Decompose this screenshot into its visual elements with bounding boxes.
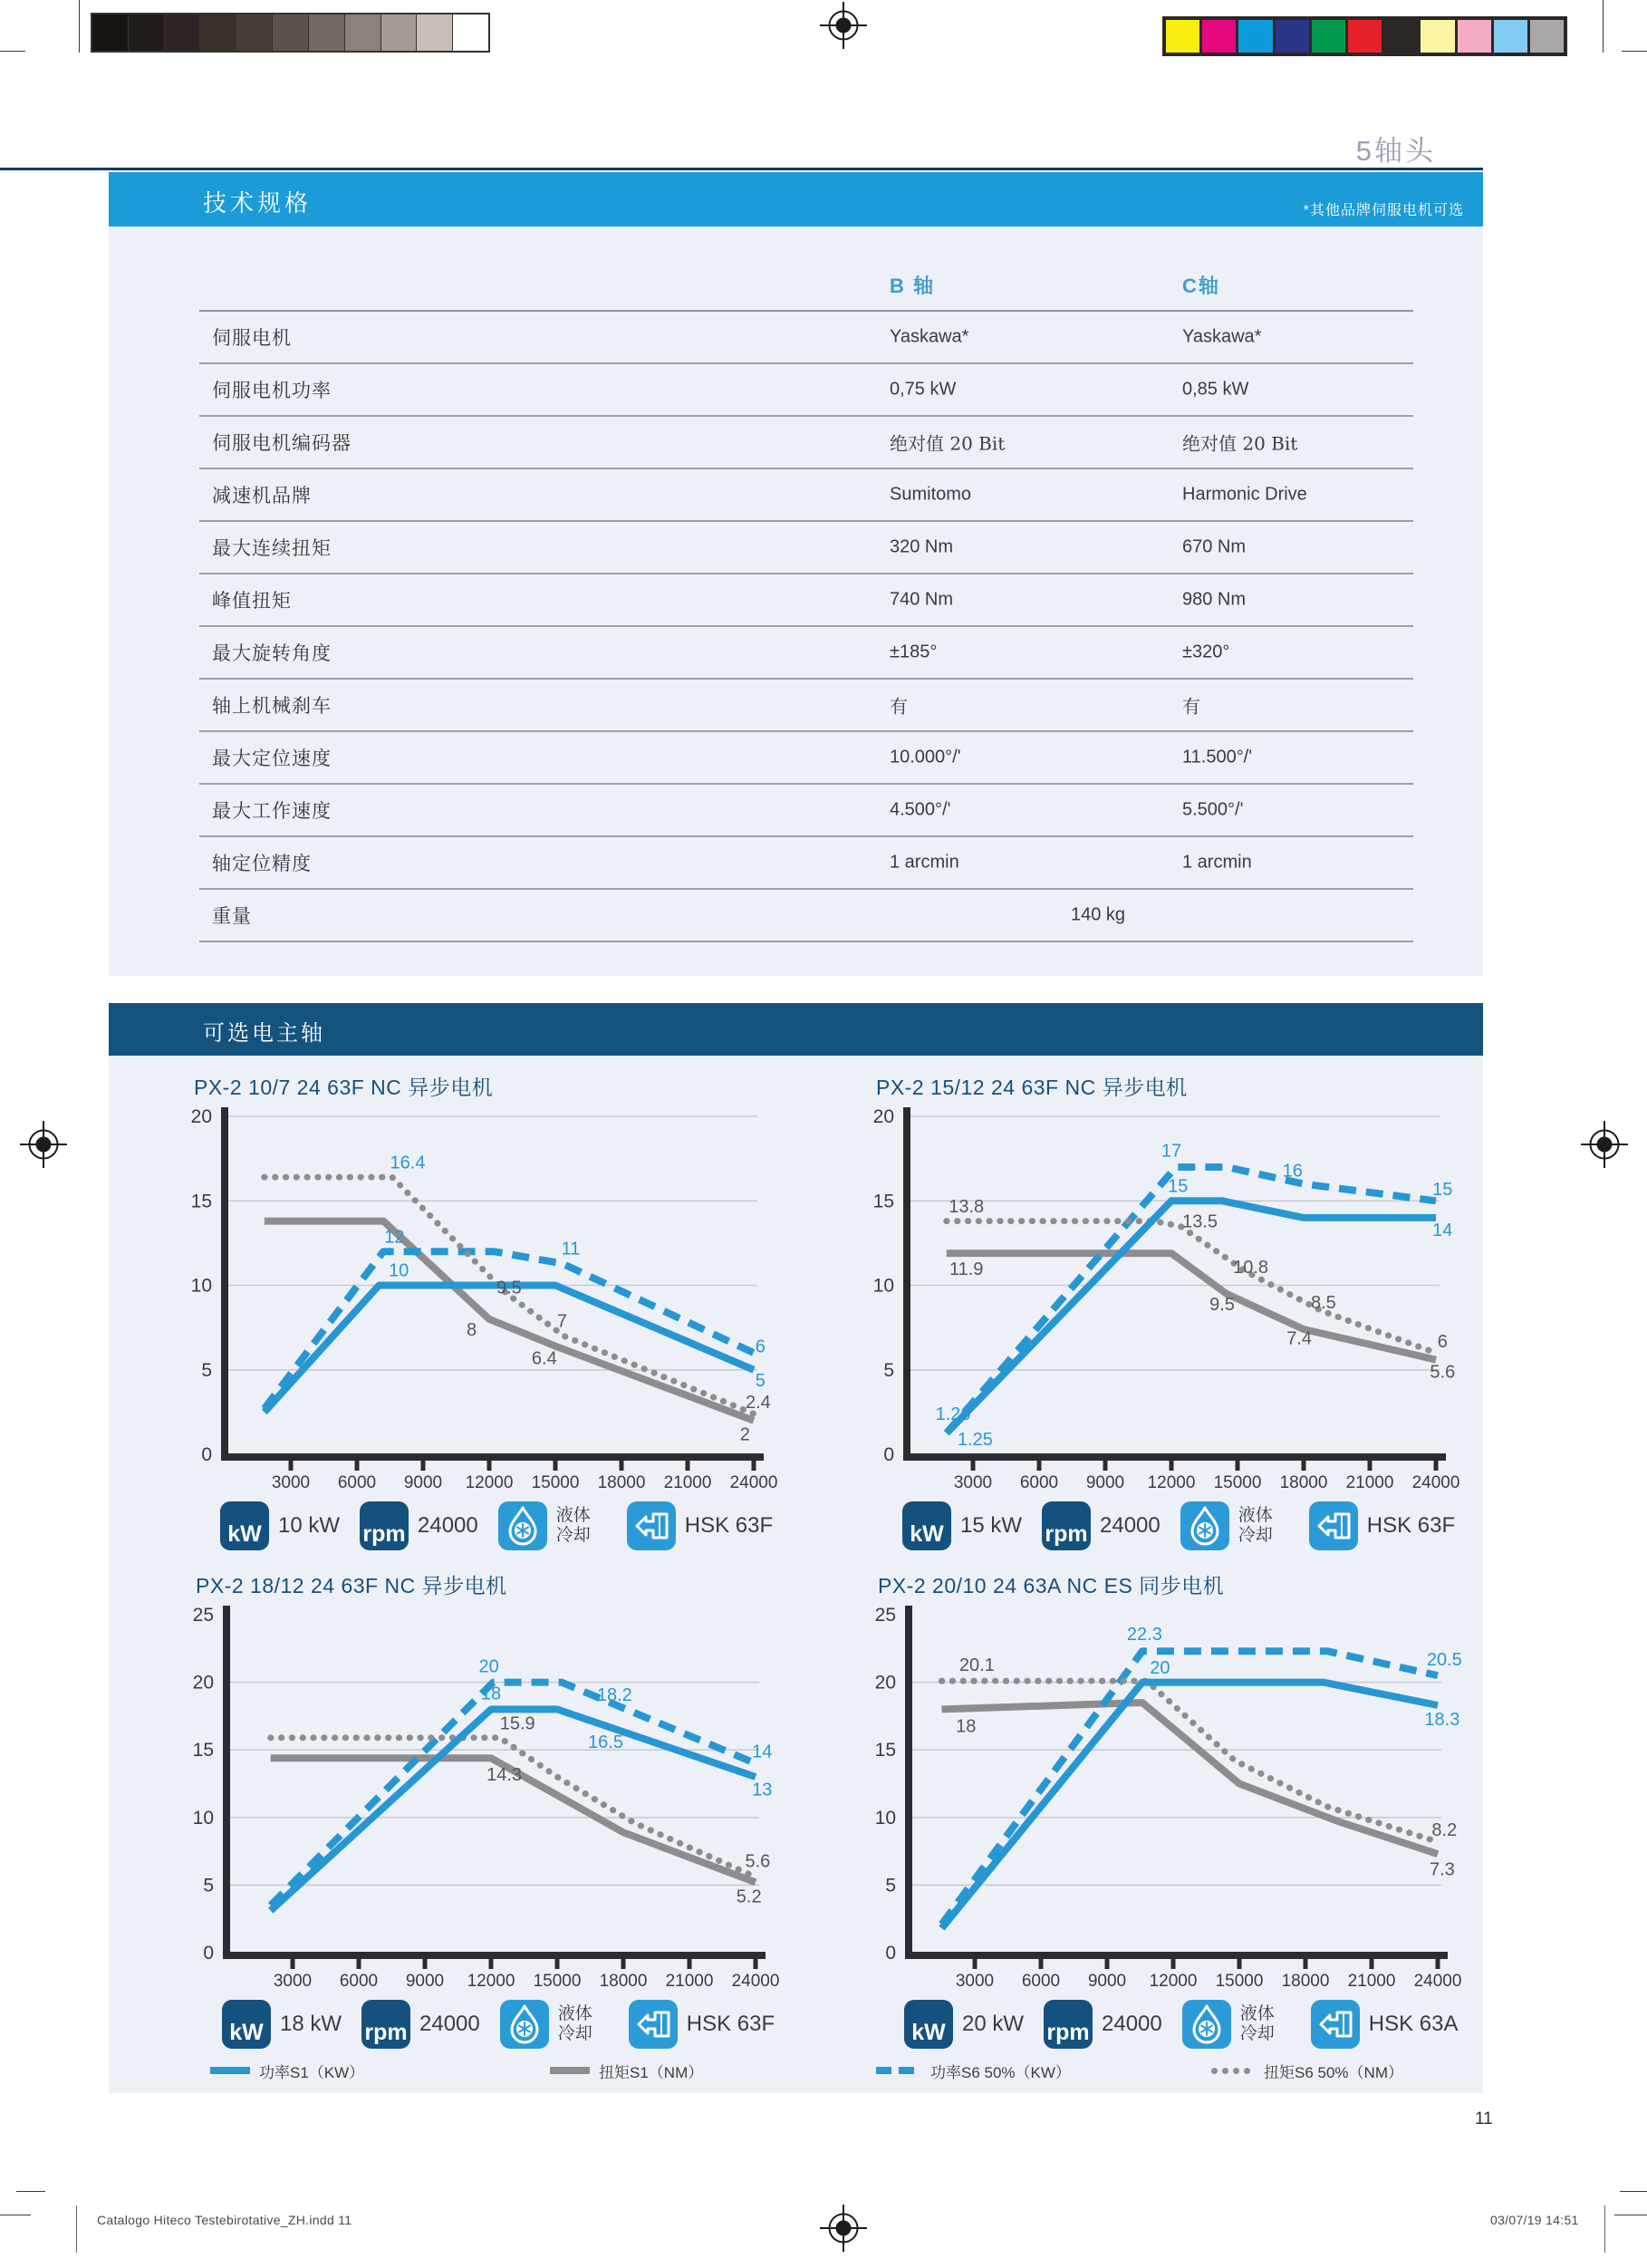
y-tick-label: 15	[872, 1191, 894, 1212]
crop-mark	[1603, 0, 1604, 53]
y-tick-label: 0	[883, 1444, 894, 1465]
cooling-label-line: 液体	[555, 1506, 591, 1525]
table-row	[199, 785, 1413, 837]
chart-2	[851, 1071, 1485, 1551]
chart-plot	[170, 1597, 804, 1995]
x-tick-label: 12000	[467, 1972, 515, 1991]
data-label: 15	[1432, 1180, 1453, 1201]
cooling-label-line: 冷却	[1238, 1526, 1273, 1545]
row-value-c: Harmonic Drive	[1182, 484, 1307, 505]
x-tick-label: 9000	[1087, 1972, 1127, 1991]
spindle-max-rpm-value: 24000	[1100, 1513, 1161, 1538]
cooling-label-line: 冷却	[557, 2024, 592, 2043]
registration-mark	[819, 1, 868, 50]
x-tick-label: 24000	[731, 1972, 780, 1991]
data-label: 5.2	[736, 1887, 762, 1907]
x-tick-label: 3000	[953, 1473, 993, 1492]
data-label: 20.1	[958, 1655, 995, 1676]
cooling-label-line: 液体	[1239, 2004, 1275, 2023]
row-value-c: 980 Nm	[1182, 589, 1247, 610]
spec-table-header	[199, 227, 1413, 312]
row-label: 伺服电机	[212, 328, 292, 349]
kw-badge-icon: kW	[222, 2000, 271, 2049]
table-row	[199, 312, 1413, 364]
chart-1	[169, 1071, 803, 1551]
table-row	[199, 837, 1413, 890]
x-tick-label: 18000	[1281, 1972, 1330, 1991]
data-label: 18	[480, 1684, 502, 1704]
row-label: 伺服电机功率	[212, 381, 332, 401]
data-label: 13.8	[949, 1196, 985, 1217]
spindle-power-value: 10 kW	[278, 1513, 341, 1538]
data-label: 6	[1437, 1332, 1448, 1352]
data-label: 11	[561, 1239, 581, 1259]
legend-swatch-gray-dotted	[1211, 2068, 1255, 2074]
data-label: 17	[1161, 1141, 1182, 1162]
footer-filename: Catalogo Hiteco Testebirotative_ZH.indd 11	[97, 2213, 352, 2227]
x-tick-label: 15000	[1213, 1473, 1262, 1492]
table-row	[199, 627, 1413, 680]
data-label: 2	[739, 1424, 750, 1445]
color-swatch	[1458, 20, 1491, 53]
spec-section-title: 技术规格	[203, 189, 313, 217]
data-label: 14	[1432, 1221, 1453, 1240]
row-value-c: 有	[1182, 697, 1200, 718]
x-tick-label: 6000	[1019, 1473, 1059, 1492]
x-tick-label: 15000	[533, 1972, 582, 1991]
chart-plot	[851, 1098, 1485, 1497]
legend-label: 扭矩S1（NM）	[599, 2063, 704, 2081]
row-value-span: 140 kg	[1070, 904, 1126, 925]
data-label: 16.5	[588, 1732, 623, 1753]
spindle-max-rpm-value: 24000	[1102, 2012, 1162, 2036]
row-value-b: 320 Nm	[890, 536, 954, 557]
x-tick-label: 21000	[663, 1473, 712, 1492]
data-label: 9.5	[496, 1278, 522, 1298]
data-label: 6.4	[531, 1348, 557, 1369]
color-swatch	[1276, 20, 1309, 53]
grayscale-swatch	[165, 14, 200, 51]
row-value-c: 11.500°/'	[1182, 747, 1253, 767]
chart-title: PX-2 20/10 24 63A NC ES 同步电机	[878, 1574, 1225, 1597]
liquid-cooling-icon	[1182, 2000, 1231, 2049]
tool-holder-icon	[629, 2000, 678, 2049]
y-tick-label: 10	[190, 1275, 212, 1297]
row-value-c: 670 Nm	[1182, 536, 1247, 557]
data-label: 22.3	[1126, 1624, 1162, 1645]
row-label: 轴定位精度	[212, 854, 312, 874]
spec-section-bar	[109, 172, 1483, 227]
x-tick-label: 24000	[1411, 1473, 1460, 1492]
rpm-badge-icon: rpm	[1042, 1501, 1091, 1550]
y-tick-label: 0	[201, 1444, 212, 1465]
chart-4	[852, 1569, 1487, 2050]
legend-swatch-blue-solid	[210, 2067, 250, 2074]
cooling-label-line: 冷却	[1239, 2024, 1275, 2043]
row-value-c: Yaskawa*	[1182, 326, 1262, 347]
y-tick-label: 20	[872, 1106, 894, 1127]
row-label: 轴上机械刹车	[212, 696, 332, 717]
color-swatch	[1530, 20, 1564, 53]
legend-item	[210, 2059, 364, 2082]
row-label: 减速机品牌	[212, 486, 312, 507]
crop-mark	[1604, 2205, 1605, 2253]
data-label: 20	[478, 1656, 499, 1677]
cooling-label-line: 液体	[557, 2004, 592, 2023]
spec-table	[199, 227, 1413, 942]
spindle-badges	[902, 1501, 1485, 1551]
x-tick-label: 24000	[729, 1473, 778, 1492]
tool-holder-label: HSK 63F	[684, 1513, 774, 1538]
registration-mark	[19, 1120, 68, 1169]
row-label: 伺服电机编码器	[212, 433, 352, 454]
grayscale-swatch	[236, 14, 272, 51]
y-tick-label: 15	[192, 1740, 214, 1761]
legend-item	[1211, 2059, 1403, 2082]
cooling-label	[1238, 1506, 1273, 1546]
grayscale-swatch	[129, 14, 164, 51]
grayscale-swatch	[417, 14, 452, 51]
y-tick-label: 15	[190, 1191, 212, 1212]
x-tick-label: 6000	[337, 1473, 377, 1492]
data-label: 15	[1168, 1176, 1189, 1197]
y-tick-label: 5	[201, 1359, 212, 1381]
grayscale-swatch	[381, 14, 417, 51]
chart-title: PX-2 15/12 24 63F NC 异步电机	[876, 1076, 1188, 1099]
grayscale-swatch	[309, 14, 344, 51]
data-label: 7	[556, 1311, 567, 1332]
table-row	[199, 732, 1413, 785]
crop-mark	[1620, 2191, 1647, 2192]
x-tick-label: 24000	[1413, 1972, 1462, 1991]
page-title: 5轴头	[1355, 135, 1436, 167]
data-label: 5.6	[1430, 1362, 1456, 1383]
grayscale-swatch	[273, 14, 308, 51]
liquid-cooling-icon	[1180, 1501, 1229, 1550]
row-value-b: 0,75 kW	[890, 379, 957, 400]
table-row	[199, 417, 1413, 469]
x-tick-label: 3000	[955, 1972, 995, 1991]
crop-mark	[1622, 51, 1647, 52]
row-value-b: 10.000°/'	[890, 747, 961, 767]
spindle-section-title: 可选电主轴	[203, 1021, 325, 1046]
cooling-label	[1240, 2004, 1275, 2044]
data-label: 11.9	[949, 1259, 984, 1279]
y-tick-label: 0	[203, 1943, 214, 1964]
data-label: 7.3	[1429, 1859, 1455, 1880]
row-label: 最大旋转角度	[212, 643, 332, 664]
data-label: 10.8	[1233, 1258, 1269, 1278]
spindle-power-value: 20 kW	[962, 2012, 1025, 2036]
spindle-power-value: 15 kW	[960, 1513, 1023, 1538]
rpm-badge-icon: rpm	[361, 2000, 410, 2049]
spec-table-body	[199, 312, 1413, 942]
x-tick-label: 9000	[403, 1473, 443, 1492]
row-label: 重量	[212, 906, 252, 927]
x-tick-label: 18000	[597, 1473, 646, 1492]
liquid-cooling-icon	[498, 1501, 547, 1550]
x-tick-label: 21000	[1345, 1473, 1394, 1492]
data-label: 1.26	[935, 1404, 971, 1425]
spindle-max-rpm-value: 24000	[419, 2012, 480, 2036]
crop-mark	[16, 2191, 45, 2192]
legend-label: 功率S6 50%（KW）	[930, 2063, 1071, 2081]
legend-label: 功率S1（KW）	[259, 2063, 365, 2081]
data-label: 16.4	[390, 1153, 426, 1173]
x-tick-label: 15000	[1215, 1972, 1264, 1991]
spindle-section-bar	[109, 1003, 1483, 1056]
data-label: 20.5	[1426, 1650, 1462, 1671]
data-label: 9.5	[1209, 1295, 1235, 1315]
table-row	[199, 680, 1413, 732]
row-value-b: 4.500°/'	[890, 799, 951, 820]
table-row	[199, 469, 1413, 522]
x-tick-label: 3000	[273, 1972, 313, 1991]
y-tick-label: 15	[874, 1740, 896, 1761]
chart-title: PX-2 18/12 24 63F NC 异步电机	[196, 1574, 507, 1597]
tool-holder-label: HSK 63A	[1368, 2012, 1459, 2036]
data-label: 14.3	[486, 1765, 523, 1786]
data-label: 5.6	[745, 1851, 771, 1872]
row-value-b: 1 arcmin	[890, 852, 959, 873]
spindle-badges	[904, 1999, 1487, 2050]
row-value-c: ±320°	[1182, 642, 1230, 662]
data-label: 15.9	[499, 1713, 535, 1734]
x-tick-label: 18000	[599, 1972, 648, 1991]
row-value-b: Yaskawa*	[890, 326, 969, 347]
y-tick-label: 20	[874, 1672, 896, 1694]
rpm-badge-icon: rpm	[1044, 2000, 1093, 2049]
x-tick-label: 3000	[271, 1473, 311, 1492]
color-swatch	[1166, 20, 1199, 53]
data-label: 18.2	[596, 1685, 632, 1705]
color-swatch	[1494, 20, 1527, 53]
data-label: 1.25	[957, 1430, 993, 1451]
x-tick-label: 21000	[1347, 1972, 1396, 1991]
row-value-c: 绝对值 20 Bit	[1182, 432, 1298, 455]
grayscale-swatch	[200, 14, 236, 51]
row-value-b: 绝对值 20 Bit	[890, 432, 1006, 455]
data-label: 16	[1282, 1161, 1303, 1182]
y-tick-label: 10	[872, 1275, 894, 1297]
data-label: 8.5	[1310, 1293, 1336, 1314]
data-label: 14	[752, 1742, 773, 1762]
kw-badge-icon: kW	[220, 1501, 269, 1550]
color-calibration-bar	[1162, 16, 1567, 56]
data-label: 8	[466, 1320, 477, 1340]
cooling-label	[556, 1506, 591, 1546]
y-tick-label: 10	[874, 1807, 896, 1829]
y-tick-label: 5	[883, 1359, 894, 1381]
registration-mark	[819, 2204, 868, 2253]
cooling-label-line: 冷却	[555, 1526, 591, 1545]
registration-mark	[1580, 1120, 1629, 1169]
rpm-badge-icon: rpm	[360, 1501, 409, 1550]
table-row	[199, 574, 1413, 627]
color-swatch	[1421, 20, 1454, 53]
grayscale-swatch	[92, 14, 128, 51]
data-label: 20	[1150, 1658, 1170, 1679]
y-tick-label: 10	[192, 1807, 214, 1829]
row-value-b: Sumitomo	[890, 484, 972, 505]
kw-badge-icon: kW	[904, 2000, 953, 2049]
row-label: 最大定位速度	[212, 748, 332, 769]
y-tick-label: 25	[874, 1605, 896, 1626]
y-tick-label: 20	[190, 1106, 212, 1127]
row-label: 最大工作速度	[212, 801, 332, 822]
cooling-label	[558, 2004, 592, 2044]
grayscale-calibration-bar	[91, 13, 490, 53]
page-number: 11	[1475, 2109, 1493, 2128]
grayscale-swatch	[453, 14, 488, 51]
data-label: 12	[384, 1227, 405, 1248]
row-label: 峰值扭矩	[212, 591, 292, 612]
x-tick-label: 6000	[1021, 1972, 1061, 1991]
color-swatch	[1202, 20, 1236, 53]
series-torque_s1	[942, 1703, 1439, 1854]
crop-mark	[76, 2205, 77, 2253]
data-label: 2.4	[745, 1393, 771, 1414]
y-tick-label: 25	[192, 1605, 214, 1626]
spindle-power-value: 18 kW	[280, 2012, 342, 2036]
chart-plot	[852, 1597, 1487, 1995]
legend-label: 扭矩S6 50%（NM）	[1264, 2063, 1403, 2081]
crop-mark	[0, 51, 25, 52]
spindle-max-rpm-value: 24000	[418, 1513, 478, 1538]
data-label: 6	[755, 1337, 766, 1357]
spindle-badges	[222, 1999, 804, 2050]
footer-timestamp: 03/07/19 14:51	[1490, 2213, 1579, 2227]
y-tick-label: 0	[885, 1943, 896, 1964]
row-value-b: 740 Nm	[890, 589, 954, 610]
column-header-b-axis: B 轴	[890, 275, 936, 297]
row-value-b: 有	[890, 697, 908, 718]
tool-holder-label: HSK 63F	[686, 2012, 775, 2036]
table-row	[199, 364, 1413, 417]
data-label: 5	[755, 1370, 766, 1391]
y-tick-label: 20	[192, 1672, 214, 1694]
chart-plot	[169, 1098, 803, 1497]
series-torque_s6	[947, 1221, 1436, 1354]
tool-holder-icon	[1309, 1501, 1358, 1550]
liquid-cooling-icon	[500, 2000, 549, 2049]
row-value-c: 0,85 kW	[1182, 379, 1249, 400]
color-swatch	[1238, 20, 1272, 53]
x-tick-label: 12000	[1149, 1972, 1198, 1991]
chart-3	[170, 1569, 804, 2050]
grayscale-swatch	[345, 14, 380, 51]
tool-holder-label: HSK 63F	[1366, 1513, 1456, 1538]
x-tick-label: 15000	[531, 1473, 580, 1492]
series-torque_s1	[265, 1221, 754, 1421]
series-power_s6	[947, 1167, 1436, 1433]
data-label: 13.5	[1182, 1211, 1218, 1232]
x-tick-label: 21000	[665, 1972, 714, 1991]
color-swatch	[1348, 20, 1382, 53]
tool-holder-icon	[1311, 2000, 1360, 2049]
cooling-label-line: 液体	[1238, 1506, 1273, 1525]
x-tick-label: 6000	[339, 1972, 379, 1991]
legend-item	[550, 2059, 703, 2082]
x-tick-label: 9000	[405, 1972, 445, 1991]
data-label: 10	[389, 1260, 409, 1281]
data-label: 7.4	[1286, 1328, 1313, 1349]
crop-mark	[79, 0, 80, 53]
x-tick-label: 18000	[1279, 1473, 1328, 1492]
tool-holder-icon	[627, 1501, 676, 1550]
y-tick-label: 5	[885, 1875, 896, 1896]
series-power_s1	[942, 1683, 1439, 1929]
x-tick-label: 12000	[1147, 1473, 1196, 1492]
legend-item	[876, 2059, 1071, 2082]
color-swatch	[1312, 20, 1345, 53]
chart-title: PX-2 10/7 24 63F NC 异步电机	[194, 1076, 494, 1099]
row-value-c: 1 arcmin	[1182, 852, 1252, 873]
data-label: 8.2	[1431, 1820, 1458, 1841]
color-swatch	[1384, 20, 1418, 53]
row-value-b: ±185°	[890, 642, 938, 662]
spec-section-note: *其他品牌伺服电机可选	[1303, 203, 1464, 218]
x-tick-label: 9000	[1085, 1473, 1125, 1492]
data-label: 13	[752, 1780, 773, 1800]
legend-swatch-gray-solid	[550, 2067, 590, 2074]
data-label: 18.3	[1424, 1709, 1460, 1730]
data-label: 18	[956, 1716, 977, 1737]
x-tick-label: 12000	[465, 1473, 514, 1492]
table-row	[199, 522, 1413, 574]
row-value-c: 5.500°/'	[1182, 799, 1244, 820]
row-label: 最大连续扭矩	[212, 538, 332, 559]
kw-badge-icon: kW	[902, 1501, 951, 1550]
spindle-badges	[220, 1501, 803, 1551]
header-rule	[0, 168, 1483, 170]
column-header-c-axis: C轴	[1182, 275, 1220, 297]
table-row	[199, 890, 1413, 942]
y-tick-label: 5	[203, 1875, 214, 1896]
legend-swatch-blue-dashed	[876, 2067, 921, 2074]
